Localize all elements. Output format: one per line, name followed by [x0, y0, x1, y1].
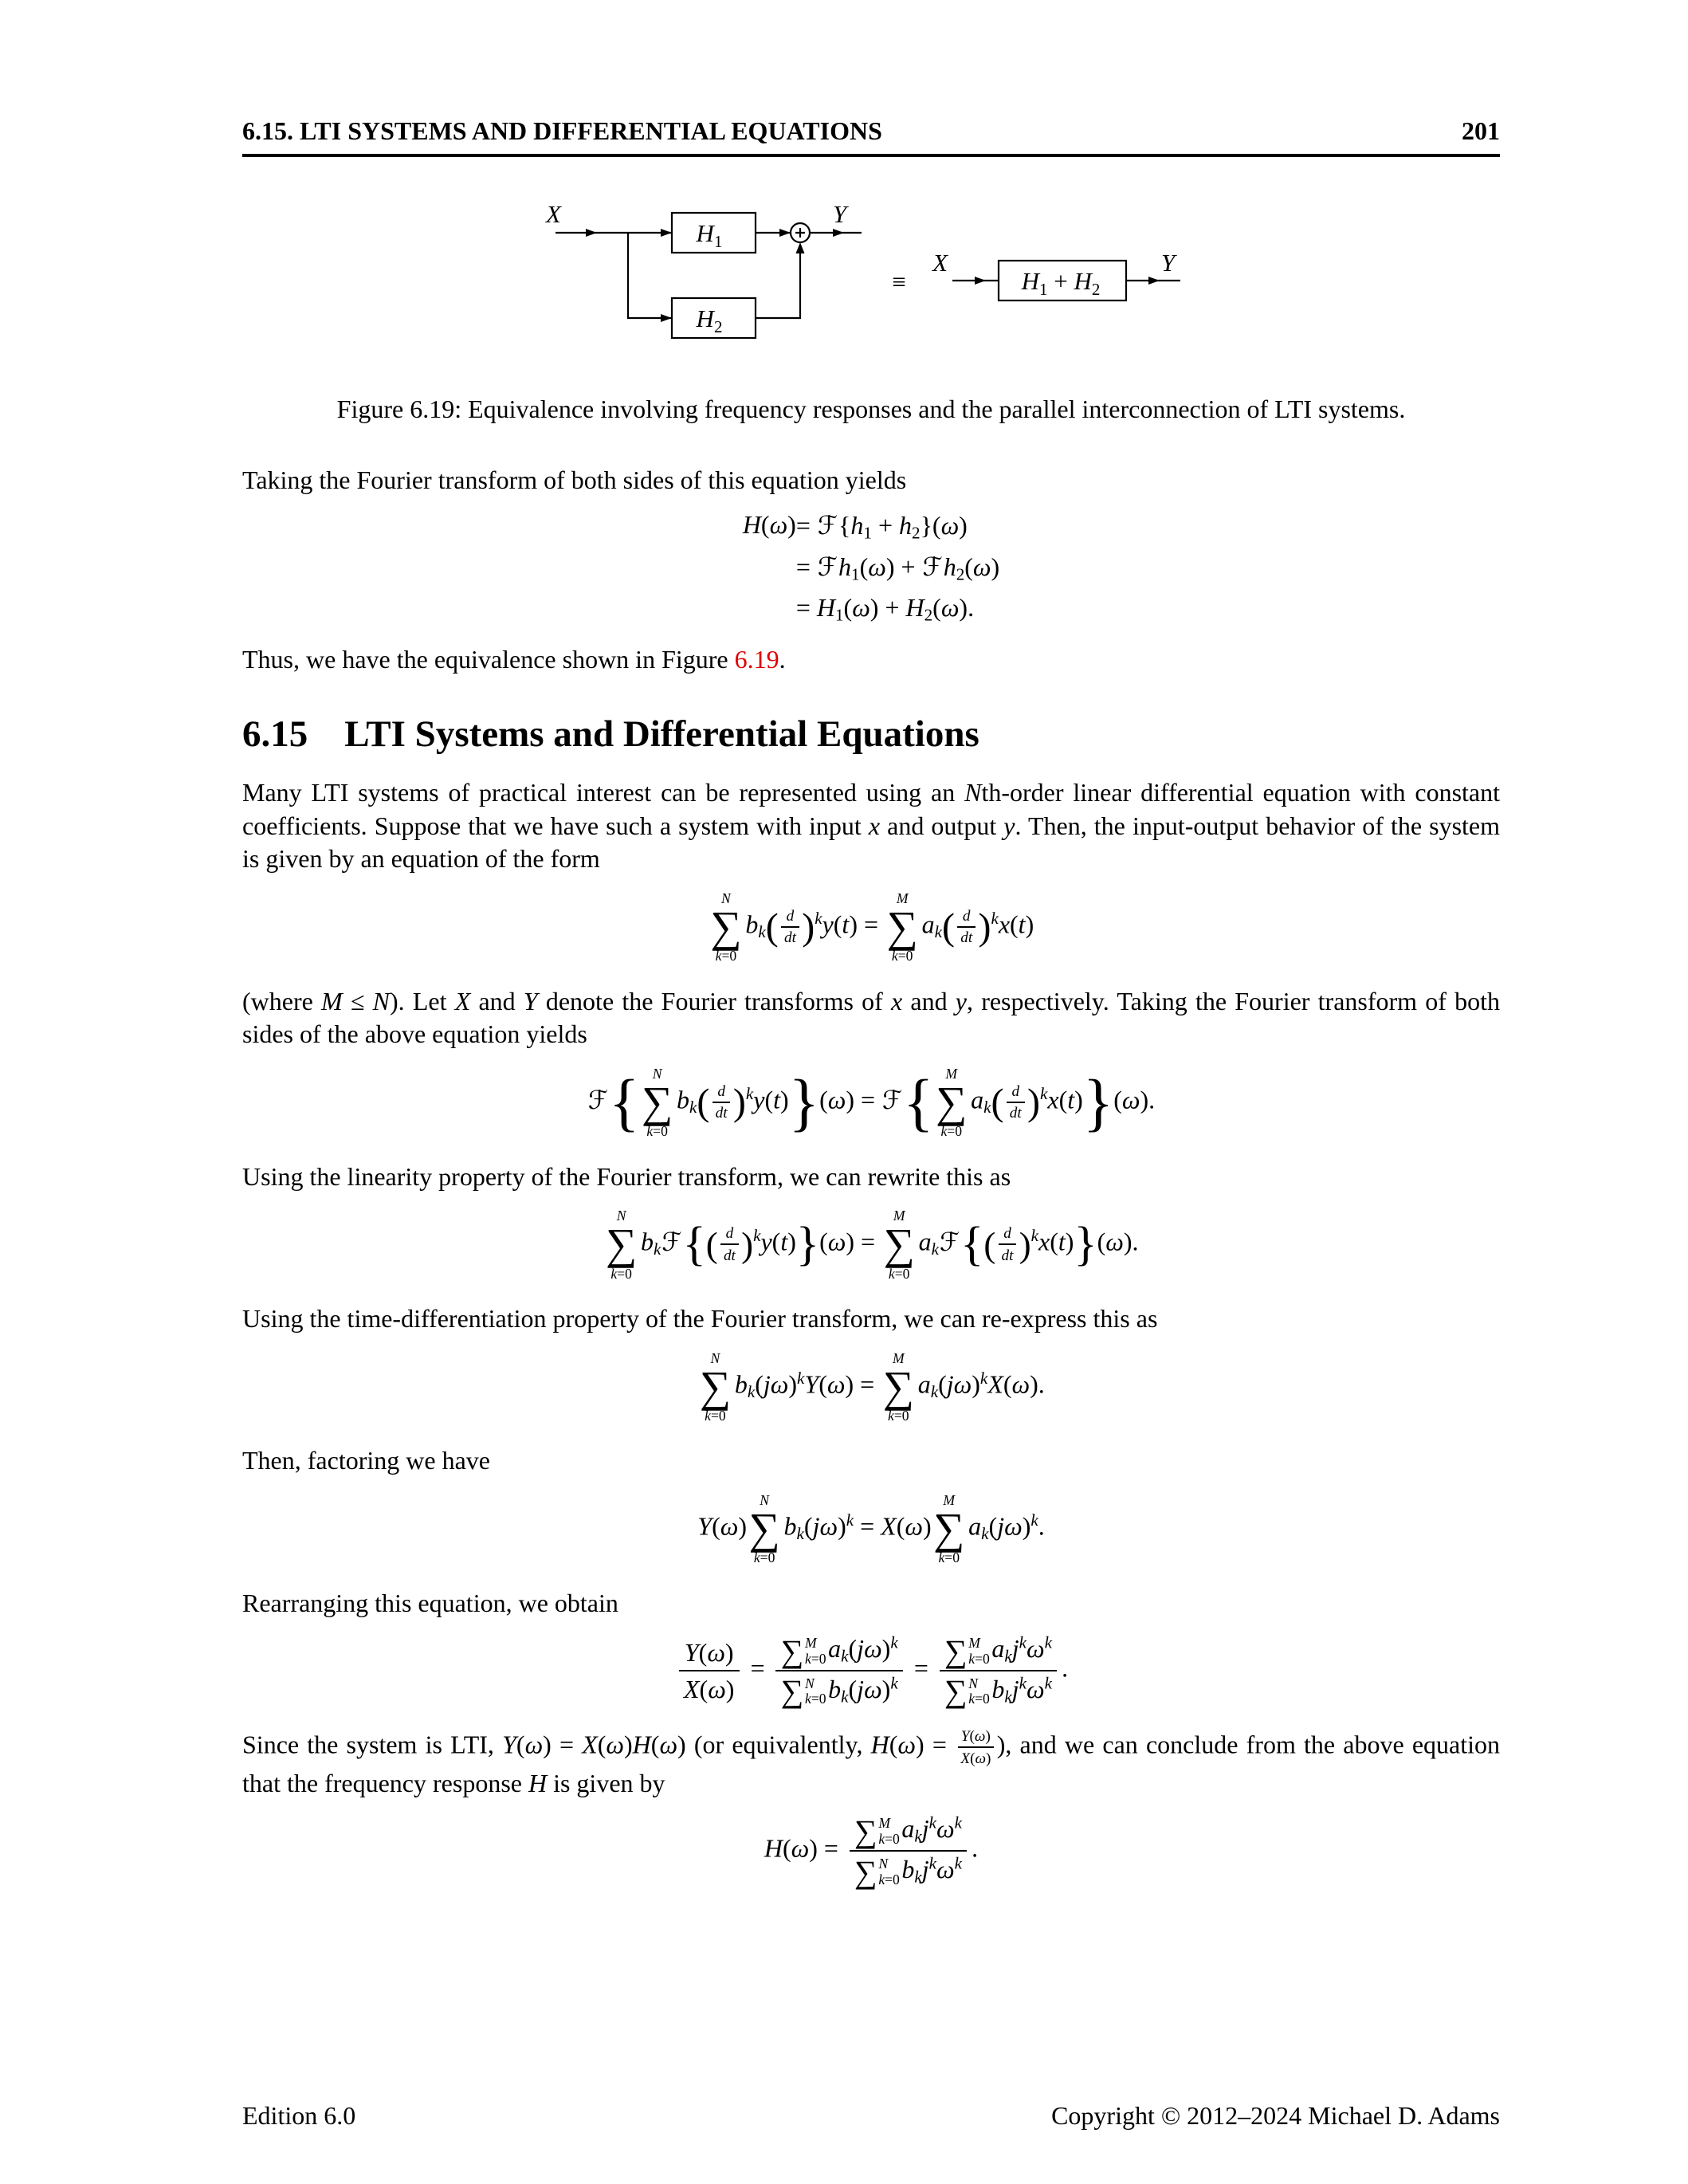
- paragraph: Taking the Fourier transform of both sides of this equation yields: [242, 465, 907, 494]
- left-diagram: [544, 200, 862, 338]
- running-head: 6.15. LTI SYSTEMS AND DIFFERENTIAL EQUATIONS: [242, 116, 882, 145]
- section-heading: [242, 713, 1500, 756]
- display-equation: Y(ω) N ∑ k=0 $bk(j\omega)^k = X(\omega)$ M ∑ k=0 $ak(j\omega)^k$.: [697, 1491, 1045, 1566]
- arrowhead-icon: [1148, 277, 1160, 285]
- paragraph: (where M ≤ N). Let X and Y denote the Fourier transforms of x and y, respectively. Taking the Fourier transform of both sides of the above equation yields: [242, 986, 1501, 1049]
- figure-ref-link[interactable]: 6.19: [734, 644, 779, 674]
- page-number: 201: [1462, 116, 1500, 145]
- figure-6-19: [242, 197, 1500, 363]
- wire: [756, 253, 800, 318]
- paragraph: Since the system is LTI, Y(ω) = X(ω)H(ω) (or equivalently, H(ω) = $\frac{Y(\omega)}{X(\omega)}$ ), and we can conclude from the above equation that the frequency response H is given by: [242, 1728, 1501, 1797]
- block-h1-label: $H_1$: [696, 219, 723, 251]
- display-equation: N ∑ k=0 bk( $\frac{d}{dt}$ )$^k$y(t) = M ∑ k=0 ak( $\frac{d}{dt}$ )$^k$x(t): [710, 890, 1034, 964]
- section-title: LTI Systems and Differential Equations: [344, 713, 979, 756]
- block-h2-label: $H_2$: [696, 304, 723, 336]
- arrowhead-icon: [586, 229, 597, 237]
- paragraph: Using the linearity property of the Fourier transform, we can rewrite this as: [242, 1161, 1011, 1191]
- paragraph: Then, factoring we have: [242, 1446, 490, 1475]
- display-equation: H(ω) = ∑ M k=0 $akj^k\omega^k$ ∑ N k=0 $bkj^k\omega^k$ .: [764, 1813, 979, 1890]
- output-label-right: Y: [1161, 249, 1176, 277]
- paragraph: Thus, we have the equivalence shown in Figure 6.19.: [242, 644, 786, 674]
- arrowhead-icon: [796, 242, 805, 253]
- header-rule: [242, 154, 1500, 157]
- plus-icon: [795, 228, 805, 238]
- arrowhead-icon: [661, 229, 672, 237]
- arrowhead-icon: [661, 314, 672, 322]
- input-label-left: X: [546, 200, 561, 228]
- content-flow: [242, 464, 1500, 1888]
- arrowhead-icon: [779, 229, 791, 237]
- paragraph: Using the time-differentiation property of the Fourier transform, we can re-express this as: [242, 1303, 1158, 1333]
- page-header: [242, 0, 1500, 146]
- edition-label: Edition 6.0: [242, 2101, 356, 2130]
- paragraph: Many LTI systems of practical interest can be represented using an Nth-order linear differential equation with constant coefficients. Suppose that we have such a system with input x and output y. Then, the input-output behavior of the system is given by an equation of the form: [242, 778, 1501, 874]
- output-label-left: Y: [833, 200, 847, 228]
- block-h1h2-label: $H_1 + H_2$: [1021, 267, 1101, 299]
- copyright-label: Copyright © 2012–2024 Michael D. Adams: [1051, 2101, 1500, 2130]
- wire: [628, 233, 672, 318]
- display-equation: N ∑ k=0 bkℱ{( $\frac{d}{dt}$ )$^k$y(t)}(ω) = M ∑ k=0 akℱ{( $\frac{d}{dt}$ )$^k$x(t)}(ω).: [606, 1208, 1139, 1282]
- equivalence-symbol: ≡: [892, 268, 906, 296]
- right-diagram: [931, 249, 1180, 300]
- display-equation: ℱ{ N ∑ k=0 bk( $\frac{d}{dt}$ )$^k$y(t)}(ω) = ℱ{ M ∑ k=0 ak( $\frac{d}{dt}$ )$^k$x(t)}(ω).: [587, 1065, 1156, 1140]
- display-equation: N ∑ k=0 $bk(j\omega)^kY(\omega)$ = M ∑ k=0 $ak(j\omega)^kX(\omega)$.: [699, 1349, 1045, 1424]
- paragraph: Rearranging this equation, we obtain: [242, 1588, 618, 1617]
- arrowhead-icon: [833, 229, 844, 237]
- arrowhead-icon: [975, 277, 986, 285]
- figure-caption: Figure 6.19: Equivalence involving frequency responses and the parallel interconnection of LTI systems.: [336, 395, 1406, 423]
- aligned-equation: H(ω) = ℱ{h1 + h2}(ω) = ℱh1(ω) + ℱh2(ω) = H1(ω) + H2(ω).: [742, 509, 1000, 624]
- display-equation: $\frac{Y(\omega)}{X(\omega)}$ = ∑ M k=0 $ak(j\omega)^k$ ∑ N k=0 $bk(j\omega)^k$ = ∑ M k=0 $akj^k\omega^k$ ∑ N k=0 $bkj^k\omega^k$ .: [242, 1634, 1500, 1707]
- input-label-right: X: [932, 249, 948, 277]
- page-footer: [242, 2101, 1500, 2131]
- section-number: 6.15: [242, 713, 308, 756]
- page-body: [242, 0, 1500, 1903]
- figure-6-19-diagram: [544, 197, 1198, 356]
